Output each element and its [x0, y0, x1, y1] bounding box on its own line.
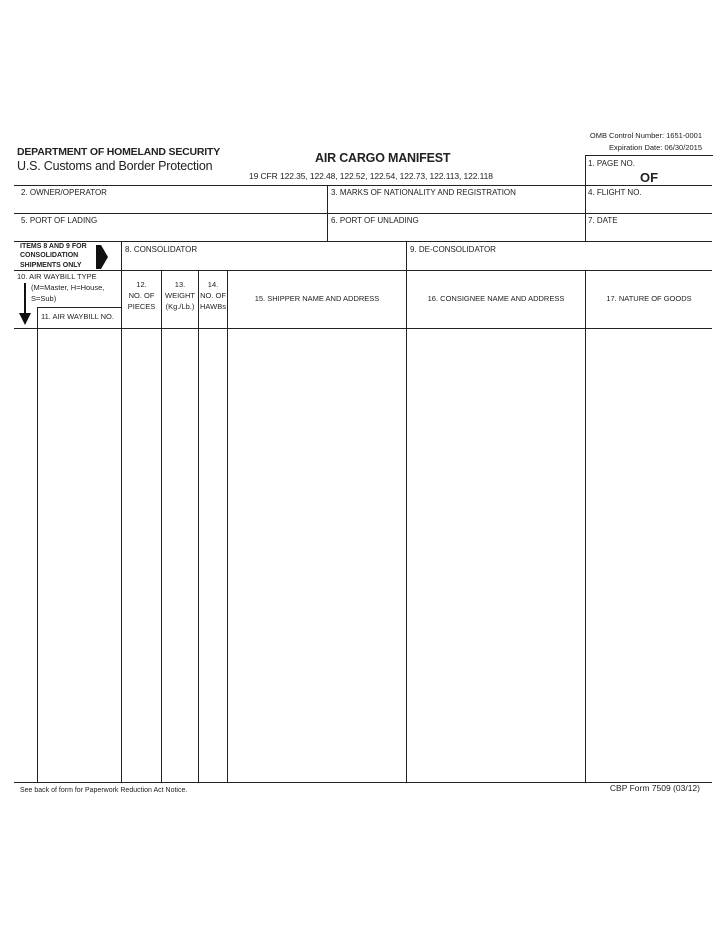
rule-table-bottom [14, 782, 712, 783]
weight-header-3: (Kg./Lb.) [165, 302, 195, 311]
down-arrow-icon [19, 283, 31, 325]
awb-type-header-2: (M=Master, H=House, [31, 283, 105, 292]
consolidator-label: 8. CONSOLIDATOR [125, 245, 198, 254]
pieces-header-2: NO. OF [128, 291, 155, 300]
date-label: 7. DATE [588, 216, 618, 225]
awb-no-header: 11. AIR WAYBILL NO. [41, 312, 114, 321]
shipper-header: 15. SHIPPER NAME AND ADDRESS [254, 294, 380, 303]
items-note-line-3: SHIPMENTS ONLY [20, 262, 82, 269]
rule-awb-split [37, 307, 121, 308]
department-name: DEPARTMENT OF HOMELAND SECURITY [17, 146, 221, 158]
items-note-line-1: ITEMS 8 AND 9 FOR [20, 243, 87, 250]
page-of-label: OF [640, 170, 659, 185]
items-note-line-2: CONSOLIDATION [20, 252, 79, 259]
expiration-date: Expiration Date: 06/30/2015 [609, 143, 702, 152]
pieces-header-3: PIECES [127, 302, 156, 311]
weight-header-1: 13. [174, 280, 186, 289]
right-arrow-icon [96, 245, 108, 269]
hawbs-header-3: HAWBs [200, 302, 226, 311]
port-unlading-label: 6. PORT OF UNLADING [331, 216, 419, 225]
port-lading-label: 5. PORT OF LADING [21, 216, 98, 225]
weight-header-2: WEIGHT [165, 291, 195, 300]
marks-nationality-label: 3. MARKS OF NATIONALITY AND REGISTRATION [331, 188, 516, 197]
form-id: CBP Form 7509 (03/12) [609, 783, 700, 793]
pieces-header-1: 12. [136, 280, 147, 289]
paperwork-notice: See back of form for Paperwork Reduction Act Notice. [20, 787, 188, 794]
manifest-entries-area[interactable] [15, 329, 712, 781]
awb-type-header-1: 10. AIR WAYBILL TYPE [17, 272, 97, 281]
page-no-label: 1. PAGE NO. [588, 159, 635, 168]
rule-row-4 [14, 270, 712, 271]
omb-control-number: OMB Control Number: 1651-0001 [589, 131, 702, 140]
form-title: AIR CARGO MANIFEST [315, 151, 451, 165]
nature-header: 17. NATURE OF GOODS [606, 294, 692, 303]
flight-no-label: 4. FLIGHT NO. [588, 188, 642, 197]
awb-type-header-3: S=Sub) [31, 294, 57, 303]
cfr-references: 19 CFR 122.35, 122.48, 122.52, 122.54, 122.73, 122.113, 122.118 [249, 171, 493, 181]
owner-operator-label: 2. OWNER/OPERATOR [21, 188, 107, 197]
de-consolidator-label: 9. DE-CONSOLIDATOR [410, 245, 496, 254]
hawbs-header-1: 14. [207, 280, 219, 289]
consignee-header: 16. CONSIGNEE NAME AND ADDRESS [427, 294, 565, 303]
hawbs-header-2: NO. OF [200, 291, 226, 300]
agency-name: U.S. Customs and Border Protection [17, 159, 213, 173]
